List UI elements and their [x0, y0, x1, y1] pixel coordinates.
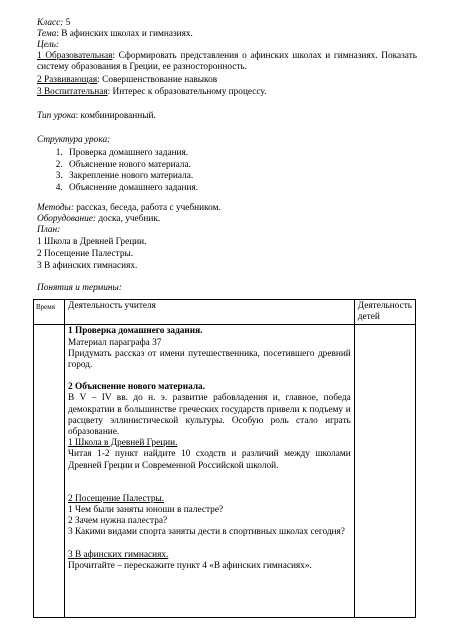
question-text: 2 Зачем нужна палестра? [68, 516, 168, 527]
plan-label: План: [37, 225, 61, 235]
table-header-row [34, 300, 416, 325]
question-text: 1 Чем были заняты юноши в палестре? [68, 505, 224, 516]
topic-label: Тема [37, 29, 57, 39]
goal-developing-text: : Совершенствование навыков [97, 75, 218, 85]
methods-line [37, 203, 221, 214]
question-text: 3 Какими видами спорта заняты дести в спортивных школах сегодня? [68, 527, 345, 538]
column-header-teacher: Деятельность учителя [65, 300, 355, 325]
goal-educational-label: 1 Образовательная [37, 51, 113, 61]
lesson-type-value: : комбинированный. [75, 111, 156, 121]
children-activity-cell [354, 325, 415, 618]
goal-developing-label: 2 Развивающая [37, 75, 98, 85]
structure-item: 4. Объяснение домашнего задания. [65, 183, 198, 195]
equipment-label: Оборудование: [37, 214, 96, 224]
goal-upbringing [37, 87, 266, 98]
lesson-type [37, 111, 156, 122]
structure-item: 2. Объяснение нового материала. [65, 160, 198, 172]
teacher-activity-cell [65, 325, 355, 618]
column-header-time: Время [34, 300, 65, 325]
subsection-title: 3 В афинских гимнасиях. [68, 549, 169, 560]
goal-upbringing-text: : Интерес к образовательному процессу. [107, 87, 267, 97]
methods-value: рассказ, беседа, работа с учебником. [73, 203, 221, 213]
lesson-table [33, 299, 416, 618]
section-text: Прочитайте – перескажите пункт 4 «В афинских гимнасиях». [68, 560, 312, 571]
class-line [37, 18, 70, 29]
structure-label: Структура урока: [37, 135, 111, 145]
equipment-line [37, 214, 160, 225]
time-cell [34, 325, 65, 618]
topic-value: : В афинских школах и гимназиях. [56, 29, 193, 39]
equipment-value: доска, учебник. [96, 214, 161, 224]
goal-upbringing-label: 3 Воспитательная [37, 87, 108, 97]
goal-educational-text: : Сформировать представления о афинских школах и гимназиях. Показать систему образования в Греции, ее разносторонность. [37, 51, 418, 72]
methods-label: Методы: [37, 203, 74, 213]
goal-developing [37, 75, 217, 86]
goal-label: Цель: [37, 40, 59, 50]
section-text: В V – IV вв. до н. э. развитие рабовладения и, главное, победа демократии в большинстве греческих государств привели к подъему и расцвету эллинистической культуры. Особую роль стало играть образование. [68, 393, 351, 438]
class-label: Класс: [37, 18, 64, 28]
subsection-title: 1 Школа в Древней Греции. [68, 438, 178, 449]
plan-item: 2 Посещение Палестры. [37, 249, 134, 259]
section-title: 1 Проверка домашнего задания. [68, 326, 203, 337]
goal-educational [37, 51, 417, 73]
section-text: Читая 1-2 пункт найдите 10 сходств и различий между школами Древней Греции и Современной Российской школой. [68, 449, 351, 471]
section-title: 2 Объяснение нового материала. [68, 382, 206, 393]
section-text: Материал параграфа 37 [68, 337, 162, 348]
class-value: 5 [63, 18, 71, 28]
terms-label: Понятия и термины: [37, 283, 122, 293]
topic-line [37, 29, 193, 40]
table-row [34, 325, 416, 618]
plan-item: 3 В афинских гимнасиях. [37, 261, 138, 271]
lesson-type-label: Тип урока [37, 111, 76, 121]
subsection-title: 2 Посещение Палестры. [68, 493, 165, 504]
column-header-children: Деятельность детей [354, 300, 415, 325]
structure-item: 1. Проверка домашнего задания. [65, 148, 198, 160]
plan-item: 1 Школа в Древней Греции. [37, 237, 147, 247]
structure-list [37, 148, 198, 194]
section-text: Придумать рассказ от имени путешественника, посетившего древний город. [68, 348, 351, 371]
structure-item: 3. Закрепление нового материала. [65, 171, 198, 183]
